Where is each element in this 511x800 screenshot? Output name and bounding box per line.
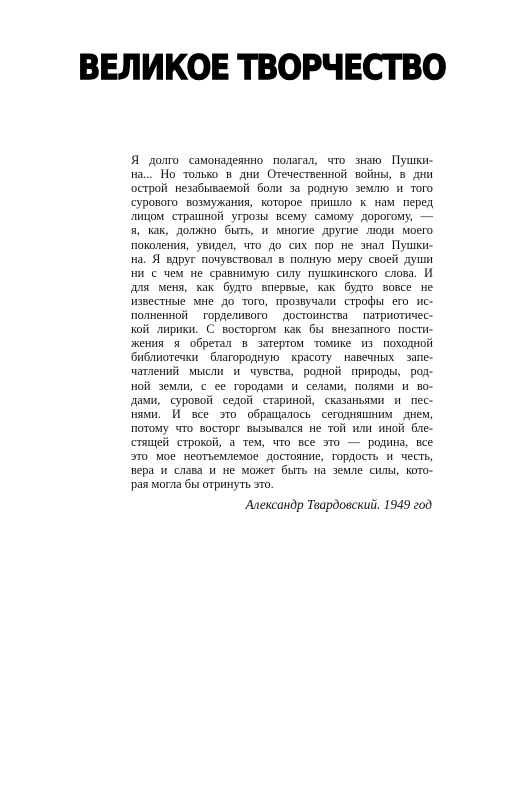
text-line: библиотечки благородную красоту навечных запе- [131, 350, 433, 365]
text-line: дами, суровой седой стариной, сказаньями и пес- [131, 392, 433, 407]
text-line: я, как, должно быть, и многие другие люди моего [131, 223, 433, 238]
text-line: лицом страшной угрозы всему самому дорогому, — [131, 209, 433, 224]
text-line: острой незабываемой боли за родную землю и того [131, 181, 433, 196]
text-line: Я долго самонадеянно полагал, что знаю Пушки- [131, 153, 433, 167]
text-line: поколения, увидел, что до сих пор не знал Пушки- [131, 237, 433, 252]
text-line: на. Я вдруг почувствовал в полную меру своей души [131, 251, 433, 266]
text-line: нями. И все это обращалось сегодняшним днем, [131, 406, 433, 421]
text-line: полненной горделивого достоинства патриотичес- [131, 308, 433, 323]
text-line: кой лирики. С восторгом как бы внезапного пости- [131, 322, 433, 337]
text-line: для меня, как будто впервые, как будто вовсе не [131, 279, 433, 294]
text-line: потому что восторг вызывался не той или иной бле- [131, 420, 433, 435]
text-line: на... Но только в дни Отечественной войны, в дни [131, 167, 433, 182]
text-line: ной земли, с ее городами и селами, полями и во- [131, 378, 433, 393]
page-title: ВЕЛИКОЕ ТВОРЧЕСТВО [78, 48, 446, 88]
text-line: ни с чем не сравнимую силу пушкинского слова. И [131, 265, 433, 280]
author-signature: Александр Твардовский. 1949 год [245, 497, 432, 512]
text-line: жения я обретал в затертом томике из походной [131, 336, 433, 351]
text-line: чатлений мысли и чувства, родной природы, род- [131, 364, 433, 379]
text-line: известные мне до того, прозвучали строфы его ис- [131, 293, 433, 308]
text-line: сурового возмужания, которое пришло к нам перед [131, 195, 433, 210]
body-paragraph [131, 153, 433, 491]
text-line: стящей строкой, а тем, что все это — родина, все [131, 434, 433, 449]
text-line: рая могла бы отринуть это. [131, 477, 274, 492]
text-line: вера и слава и не может быть на земле силы, кото- [131, 463, 433, 478]
text-line: это мое неотъемлемое достояние, гордость и честь, [131, 448, 433, 463]
